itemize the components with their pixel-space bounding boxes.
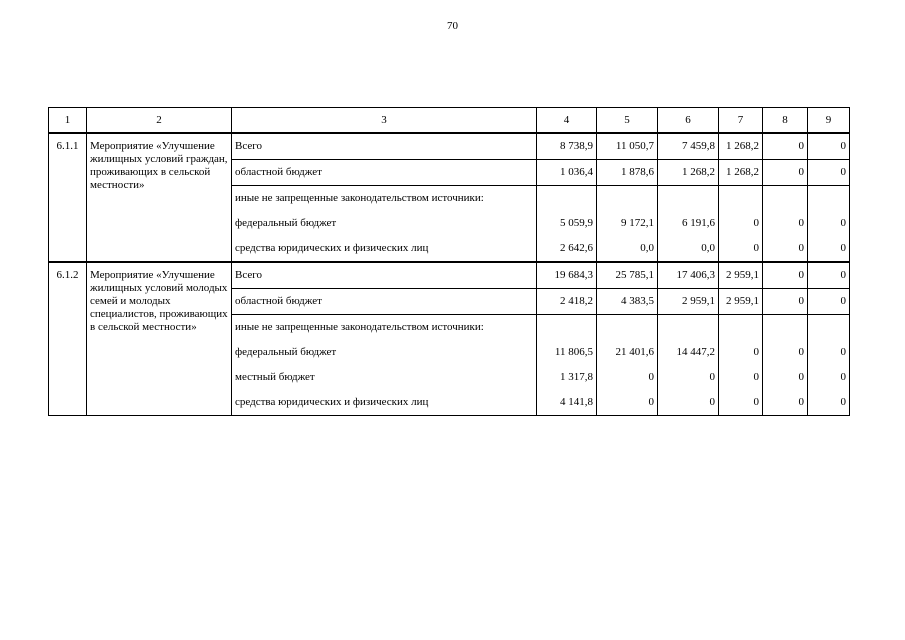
- funding-source: федеральный бюджет: [232, 340, 537, 365]
- value-cell: [658, 315, 719, 341]
- measure-code: 6.1.1: [49, 133, 87, 262]
- value-cell: [597, 186, 658, 212]
- value-cell: 0,0: [658, 236, 719, 262]
- header-cell: 2: [87, 108, 232, 134]
- value-cell: 7 459,8: [658, 133, 719, 160]
- value-cell: [658, 186, 719, 212]
- table-row: [49, 262, 850, 289]
- header-cell: 4: [537, 108, 597, 134]
- value-cell: 0: [763, 390, 808, 416]
- funding-source: Всего: [232, 262, 537, 289]
- header-cell: 7: [719, 108, 763, 134]
- budget-table: [48, 107, 850, 416]
- header-cell: 3: [232, 108, 537, 134]
- measure-code: 6.1.2: [49, 262, 87, 416]
- measure-name: Мероприятие «Улучшение жилищных условий молодых семей и молодых специалистов, проживающих в сельской местности»: [87, 262, 232, 416]
- funding-source: средства юридических и физических лиц: [232, 236, 537, 262]
- value-cell: 0: [808, 289, 850, 315]
- header-cell: 5: [597, 108, 658, 134]
- funding-source: областной бюджет: [232, 289, 537, 315]
- value-cell: 2 959,1: [719, 289, 763, 315]
- value-cell: 5 059,9: [537, 211, 597, 236]
- value-cell: 0: [763, 340, 808, 365]
- value-cell: 17 406,3: [658, 262, 719, 289]
- header-cell: 6: [658, 108, 719, 134]
- value-cell: 0: [719, 340, 763, 365]
- value-cell: 11 050,7: [597, 133, 658, 160]
- value-cell: [597, 315, 658, 341]
- value-cell: [537, 315, 597, 341]
- value-cell: 0: [808, 236, 850, 262]
- value-cell: 0: [763, 133, 808, 160]
- value-cell: 0: [808, 211, 850, 236]
- value-cell: 0: [719, 365, 763, 390]
- table-header-row: [49, 108, 850, 134]
- value-cell: 0: [763, 211, 808, 236]
- value-cell: [808, 315, 850, 341]
- value-cell: 9 172,1: [597, 211, 658, 236]
- measure-name: Мероприятие «Улучшение жилищных условий граждан, проживающих в сельской местности»: [87, 133, 232, 262]
- funding-source: областной бюджет: [232, 160, 537, 186]
- value-cell: 6 191,6: [658, 211, 719, 236]
- funding-source: федеральный бюджет: [232, 211, 537, 236]
- value-cell: 0: [658, 390, 719, 416]
- funding-source: местный бюджет: [232, 365, 537, 390]
- value-cell: 0,0: [597, 236, 658, 262]
- value-cell: 0: [763, 236, 808, 262]
- value-cell: 19 684,3: [537, 262, 597, 289]
- value-cell: 0: [763, 262, 808, 289]
- value-cell: 0: [719, 236, 763, 262]
- value-cell: 1 317,8: [537, 365, 597, 390]
- value-cell: 14 447,2: [658, 340, 719, 365]
- value-cell: 2 418,2: [537, 289, 597, 315]
- funding-source: иные не запрещенные законодательством источники:: [232, 186, 537, 212]
- value-cell: 2 959,1: [719, 262, 763, 289]
- value-cell: 0: [808, 340, 850, 365]
- value-cell: 2 642,6: [537, 236, 597, 262]
- value-cell: [763, 315, 808, 341]
- funding-source: иные не запрещенные законодательством источники:: [232, 315, 537, 341]
- value-cell: 4 141,8: [537, 390, 597, 416]
- value-cell: 0: [808, 365, 850, 390]
- value-cell: 1 878,6: [597, 160, 658, 186]
- value-cell: [808, 186, 850, 212]
- value-cell: 0: [763, 289, 808, 315]
- value-cell: 25 785,1: [597, 262, 658, 289]
- funding-source: средства юридических и физических лиц: [232, 390, 537, 416]
- page-number: 70: [447, 20, 458, 32]
- value-cell: 0: [808, 390, 850, 416]
- value-cell: 0: [658, 365, 719, 390]
- value-cell: 21 401,6: [597, 340, 658, 365]
- value-cell: 0: [719, 211, 763, 236]
- value-cell: 0: [808, 262, 850, 289]
- value-cell: 0: [808, 133, 850, 160]
- value-cell: 1 036,4: [537, 160, 597, 186]
- value-cell: 4 383,5: [597, 289, 658, 315]
- value-cell: 0: [808, 160, 850, 186]
- value-cell: 8 738,9: [537, 133, 597, 160]
- header-cell: 1: [49, 108, 87, 134]
- value-cell: 1 268,2: [658, 160, 719, 186]
- value-cell: 0: [597, 390, 658, 416]
- value-cell: [763, 186, 808, 212]
- value-cell: [719, 186, 763, 212]
- value-cell: 0: [763, 160, 808, 186]
- value-cell: 0: [597, 365, 658, 390]
- funding-source: Всего: [232, 133, 537, 160]
- value-cell: 11 806,5: [537, 340, 597, 365]
- table-row: [49, 133, 850, 160]
- value-cell: 1 268,2: [719, 133, 763, 160]
- value-cell: 0: [763, 365, 808, 390]
- header-cell: 9: [808, 108, 850, 134]
- value-cell: 2 959,1: [658, 289, 719, 315]
- value-cell: [537, 186, 597, 212]
- value-cell: 1 268,2: [719, 160, 763, 186]
- value-cell: 0: [719, 390, 763, 416]
- value-cell: [719, 315, 763, 341]
- header-cell: 8: [763, 108, 808, 134]
